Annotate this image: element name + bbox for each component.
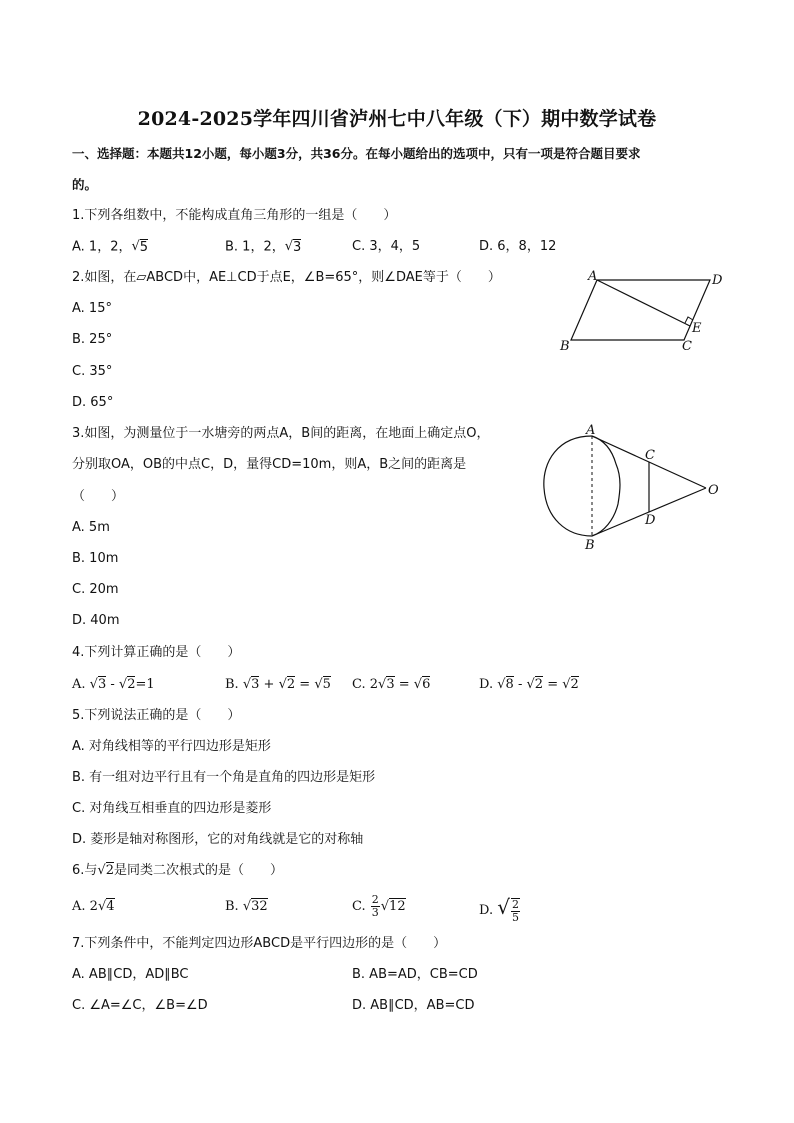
page-title: 2024-2025学年四川省泸州七中八年级（下）期中数学试卷 — [137, 108, 657, 130]
q2-label-d: D — [712, 273, 723, 288]
q5-option-d[interactable]: D. 菱形是轴对称图形，它的对角线就是它的对称轴 — [72, 832, 364, 847]
q6-option-c[interactable] — [352, 890, 406, 924]
q1-b-prefix: B. 1，2， — [225, 239, 285, 255]
q3-pond-figure — [538, 422, 728, 556]
q4-a-eq: =1 — [135, 677, 155, 692]
q6-stem — [72, 862, 283, 880]
sqrt-icon: √ — [97, 863, 106, 878]
q3-stem-line3: （ ） — [72, 489, 125, 504]
q4-b-r1: 3 — [251, 677, 260, 692]
q1-stem: 1.下列各组数中，不能构成直角三角形的一组是（ ） — [72, 208, 397, 223]
q2-label-a: A — [588, 269, 598, 284]
q3-label-o: O — [708, 483, 719, 498]
q2-option-a[interactable]: A. 15° — [72, 301, 112, 316]
q6-stem-radicand: 2 — [105, 863, 114, 878]
q4-a-prefix: A. — [72, 677, 90, 692]
q1-a-radicand: 5 — [139, 239, 149, 255]
sqrt-icon: √ — [242, 899, 252, 914]
q7-option-a[interactable]: A. AB∥CD，AD∥BC — [72, 967, 189, 982]
q4-a-r1: 3 — [97, 677, 107, 692]
q6-d-num: 2 — [511, 897, 519, 911]
q6-c-den: 3 — [371, 906, 379, 919]
q1-a-prefix: A. 1，2， — [72, 239, 132, 255]
sqrt-icon: √ — [242, 677, 252, 692]
q3-label-a: A — [586, 423, 596, 438]
q2-stem: 2.如图，在▱ABCD中，AE⊥CD于点E，∠B=65°，则∠DAE等于（ ） — [72, 270, 501, 285]
q4-d-r3: 2 — [570, 677, 579, 692]
q3-option-b[interactable]: B. 10m — [72, 551, 119, 566]
q4-d-r2: 2 — [534, 677, 544, 692]
q3-stem-line2: 分别取OA，OB的中点C，D，量得CD=10m，则A，B之间的距离是 — [72, 457, 467, 472]
q4-option-b[interactable] — [225, 676, 331, 694]
q6-d-prefix: D. — [479, 903, 498, 918]
q2-option-b[interactable]: B. 25° — [72, 332, 113, 347]
sqrt-icon: √ — [378, 677, 387, 692]
q4-c-r2: 6 — [422, 677, 431, 692]
q1-option-a[interactable] — [72, 238, 148, 257]
q3-option-c[interactable]: C. 20m — [72, 582, 119, 597]
q1-option-d[interactable]: D. 6，8，12 — [479, 239, 557, 254]
sqrt-icon: √ — [89, 677, 98, 692]
q6-option-b[interactable] — [225, 898, 268, 916]
q3-label-b: B — [585, 538, 595, 552]
q3-label-c: C — [645, 448, 655, 463]
q7-option-d[interactable]: D. AB∥CD，AB=CD — [352, 998, 475, 1013]
q6-stem-post: 是同类二次根式的是（ ） — [113, 863, 283, 878]
q6-c-prefix: C. — [352, 899, 370, 914]
q4-a-op: - — [106, 677, 119, 692]
q2-option-c[interactable]: C. 35° — [72, 364, 113, 379]
q2-parallelogram-figure — [552, 266, 732, 362]
sqrt-icon: √ — [118, 677, 128, 692]
q4-d-op: - — [513, 677, 527, 692]
q4-a-r2: 2 — [127, 677, 136, 692]
q6-b-prefix: B. — [225, 899, 243, 914]
q2-label-c: C — [682, 339, 692, 354]
sqrt-icon: √ — [380, 899, 390, 914]
sqrt-icon: √ — [497, 677, 506, 692]
q7-option-c[interactable]: C. ∠A=∠C，∠B=∠D — [72, 998, 208, 1013]
sqrt-icon: √ — [278, 677, 287, 692]
sqrt-icon: √ — [497, 895, 510, 919]
q3-option-a[interactable]: A. 5m — [72, 520, 110, 535]
q4-b-prefix: B. — [225, 677, 243, 692]
q1-option-b[interactable] — [225, 238, 301, 257]
q4-d-eq: = — [543, 677, 563, 692]
q1-option-c[interactable]: C. 3，4，5 — [352, 239, 421, 254]
section-header: 一、选择题：本题共12小题，每小题3分，共36分。在每小题给出的选项中，只有一项是符合题目要求 — [72, 146, 641, 161]
q5-stem: 5.下列说法正确的是（ ） — [72, 708, 241, 723]
sqrt-icon: √ — [284, 239, 294, 254]
q6-stem-pre: 6.与 — [72, 863, 98, 878]
q5-option-b[interactable]: B. 有一组对边平行且有一个角是直角的四边形是矩形 — [72, 770, 376, 785]
q3-option-d[interactable]: D. 40m — [72, 613, 120, 628]
q6-c-fraction — [371, 894, 380, 919]
q1-b-radicand: 3 — [293, 239, 302, 255]
q4-b-r3: 5 — [322, 677, 331, 692]
q7-stem: 7.下列条件中，不能判定四边形ABCD是平行四边形的是（ ） — [72, 936, 447, 951]
q4-stem: 4.下列计算正确的是（ ） — [72, 645, 241, 660]
sqrt-icon: √ — [562, 677, 571, 692]
q6-option-d[interactable] — [479, 890, 521, 928]
q5-option-c[interactable]: C. 对角线互相垂直的四边形是菱形 — [72, 801, 272, 816]
q6-a-prefix: A. 2 — [72, 899, 98, 914]
sqrt-icon: √ — [314, 677, 323, 692]
section-header-cont: 的。 — [72, 177, 98, 192]
q3-label-d: D — [645, 513, 656, 528]
q6-b-radicand: 32 — [251, 899, 268, 914]
q2-label-b: B — [560, 339, 570, 354]
q4-c-eq: = — [394, 677, 414, 692]
q3-stem-line1: 3.如图，为测量位于一水塘旁的两点A，B间的距离，在地面上确定点O， — [72, 426, 490, 441]
q4-b-r2: 2 — [286, 677, 296, 692]
sqrt-icon: √ — [413, 677, 423, 692]
q4-d-prefix: D. — [479, 677, 498, 692]
q6-c-radicand: 12 — [389, 899, 406, 914]
q2-label-e: E — [692, 321, 702, 336]
sqrt-icon: √ — [131, 239, 140, 254]
q6-d-fraction — [511, 898, 520, 924]
q7-option-b[interactable]: B. AB=AD，CB=CD — [352, 967, 478, 982]
q4-option-c[interactable] — [352, 676, 430, 694]
q4-b-eq: = — [295, 677, 315, 692]
q6-a-radicand: 4 — [106, 899, 115, 914]
q6-d-den: 5 — [511, 910, 519, 924]
q6-option-a[interactable] — [72, 898, 115, 916]
sqrt-icon: √ — [526, 677, 535, 692]
q4-d-r1: 8 — [505, 677, 514, 692]
q4-b-op: + — [259, 677, 279, 692]
q4-c-r1: 3 — [386, 677, 395, 692]
q5-option-a[interactable]: A. 对角线相等的平行四边形是矩形 — [72, 739, 271, 754]
q4-option-d[interactable] — [479, 676, 579, 694]
q2-option-d[interactable]: D. 65° — [72, 395, 114, 410]
q6-c-num: 2 — [371, 893, 379, 906]
sqrt-icon: √ — [97, 899, 107, 914]
q4-c-prefix: C. 2 — [352, 677, 379, 692]
q4-option-a[interactable] — [72, 676, 155, 694]
